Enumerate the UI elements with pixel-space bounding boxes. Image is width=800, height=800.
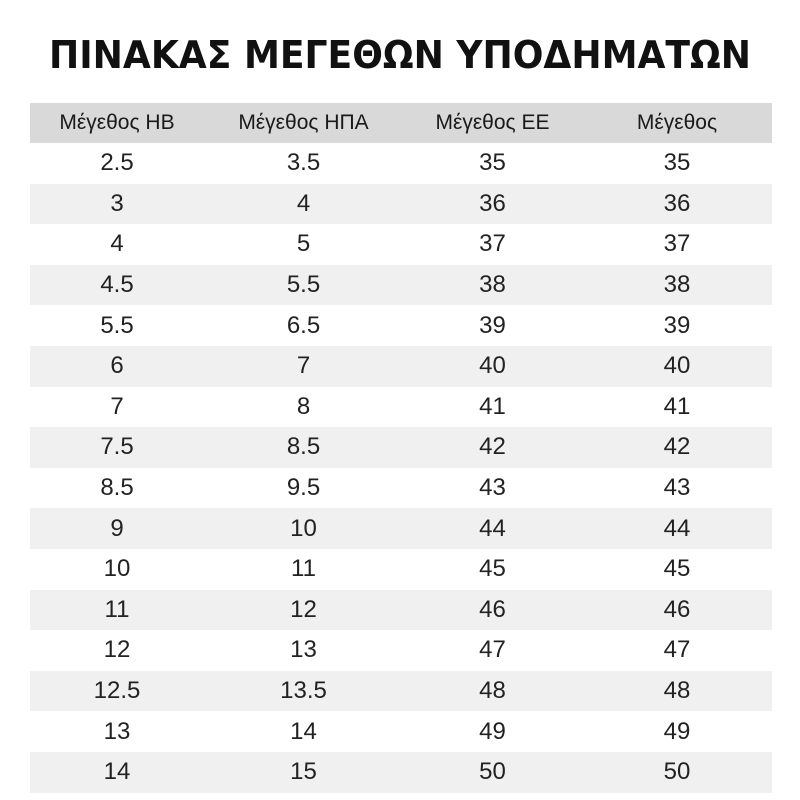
cell-size: 41: [582, 387, 772, 428]
table-row: [30, 508, 772, 549]
table-row: [30, 711, 772, 752]
page-title: ΠΙΝΑΚΑΣ ΜΕΓΕΘΩΝ ΥΠΟΔΗΜΑΤΩΝ: [49, 33, 751, 77]
cell-eu-size: 46: [403, 590, 582, 631]
cell-us-size: 8.5: [204, 427, 403, 468]
table-row: [30, 387, 772, 428]
cell-uk-size: 11: [30, 590, 204, 631]
cell-uk-size: 13: [30, 711, 204, 752]
cell-size: 44: [582, 508, 772, 549]
cell-size: 40: [582, 346, 772, 387]
table-body: [30, 143, 772, 793]
cell-size: 48: [582, 671, 772, 712]
cell-eu-size: 41: [403, 387, 582, 428]
cell-eu-size: 48: [403, 671, 582, 712]
table-row: [30, 630, 772, 671]
table-row: [30, 346, 772, 387]
cell-eu-size: 43: [403, 468, 582, 509]
column-header-uk-size: Μέγεθος ΗΒ: [30, 103, 204, 143]
cell-us-size: 8: [204, 387, 403, 428]
cell-us-size: 3.5: [204, 143, 403, 184]
cell-eu-size: 44: [403, 508, 582, 549]
table-row: [30, 468, 772, 509]
cell-eu-size: 36: [403, 184, 582, 225]
cell-uk-size: 2.5: [30, 143, 204, 184]
cell-size: 43: [582, 468, 772, 509]
cell-eu-size: 40: [403, 346, 582, 387]
cell-uk-size: 4.5: [30, 265, 204, 306]
cell-us-size: 4: [204, 184, 403, 225]
table-row: [30, 224, 772, 265]
cell-uk-size: 9: [30, 508, 204, 549]
cell-us-size: 13: [204, 630, 403, 671]
cell-us-size: 5: [204, 224, 403, 265]
cell-eu-size: 47: [403, 630, 582, 671]
cell-uk-size: 12: [30, 630, 204, 671]
cell-size: 45: [582, 549, 772, 590]
table-row: [30, 752, 772, 793]
cell-uk-size: 6: [30, 346, 204, 387]
table-row: [30, 184, 772, 225]
cell-us-size: 15: [204, 752, 403, 793]
cell-us-size: 14: [204, 711, 403, 752]
cell-size: 49: [582, 711, 772, 752]
cell-us-size: 7: [204, 346, 403, 387]
cell-size: 50: [582, 752, 772, 793]
cell-eu-size: 37: [403, 224, 582, 265]
cell-uk-size: 7.5: [30, 427, 204, 468]
cell-eu-size: 42: [403, 427, 582, 468]
cell-uk-size: 8.5: [30, 468, 204, 509]
cell-size: 37: [582, 224, 772, 265]
cell-size: 46: [582, 590, 772, 631]
cell-uk-size: 5.5: [30, 305, 204, 346]
cell-uk-size: 10: [30, 549, 204, 590]
cell-uk-size: 12.5: [30, 671, 204, 712]
cell-uk-size: 7: [30, 387, 204, 428]
cell-us-size: 9.5: [204, 468, 403, 509]
cell-size: 36: [582, 184, 772, 225]
table-header-row: [30, 103, 772, 143]
cell-eu-size: 45: [403, 549, 582, 590]
table-row: [30, 590, 772, 631]
table-row: [30, 671, 772, 712]
cell-eu-size: 49: [403, 711, 582, 752]
table-row: [30, 427, 772, 468]
cell-us-size: 6.5: [204, 305, 403, 346]
cell-size: 47: [582, 630, 772, 671]
cell-uk-size: 4: [30, 224, 204, 265]
column-header-size: Μέγεθος: [582, 103, 772, 143]
table-row: [30, 305, 772, 346]
column-header-eu-size: Μέγεθος ΕΕ: [403, 103, 582, 143]
cell-us-size: 5.5: [204, 265, 403, 306]
cell-us-size: 13.5: [204, 671, 403, 712]
cell-eu-size: 35: [403, 143, 582, 184]
cell-eu-size: 39: [403, 305, 582, 346]
cell-size: 35: [582, 143, 772, 184]
cell-uk-size: 14: [30, 752, 204, 793]
column-header-us-size: Μέγεθος ΗΠΑ: [204, 103, 403, 143]
cell-uk-size: 3: [30, 184, 204, 225]
cell-eu-size: 38: [403, 265, 582, 306]
cell-size: 42: [582, 427, 772, 468]
size-chart-table: [30, 103, 772, 793]
table-row: [30, 143, 772, 184]
table-row: [30, 265, 772, 306]
cell-us-size: 12: [204, 590, 403, 631]
cell-size: 38: [582, 265, 772, 306]
cell-us-size: 10: [204, 508, 403, 549]
cell-size: 39: [582, 305, 772, 346]
table-row: [30, 549, 772, 590]
cell-us-size: 11: [204, 549, 403, 590]
cell-eu-size: 50: [403, 752, 582, 793]
